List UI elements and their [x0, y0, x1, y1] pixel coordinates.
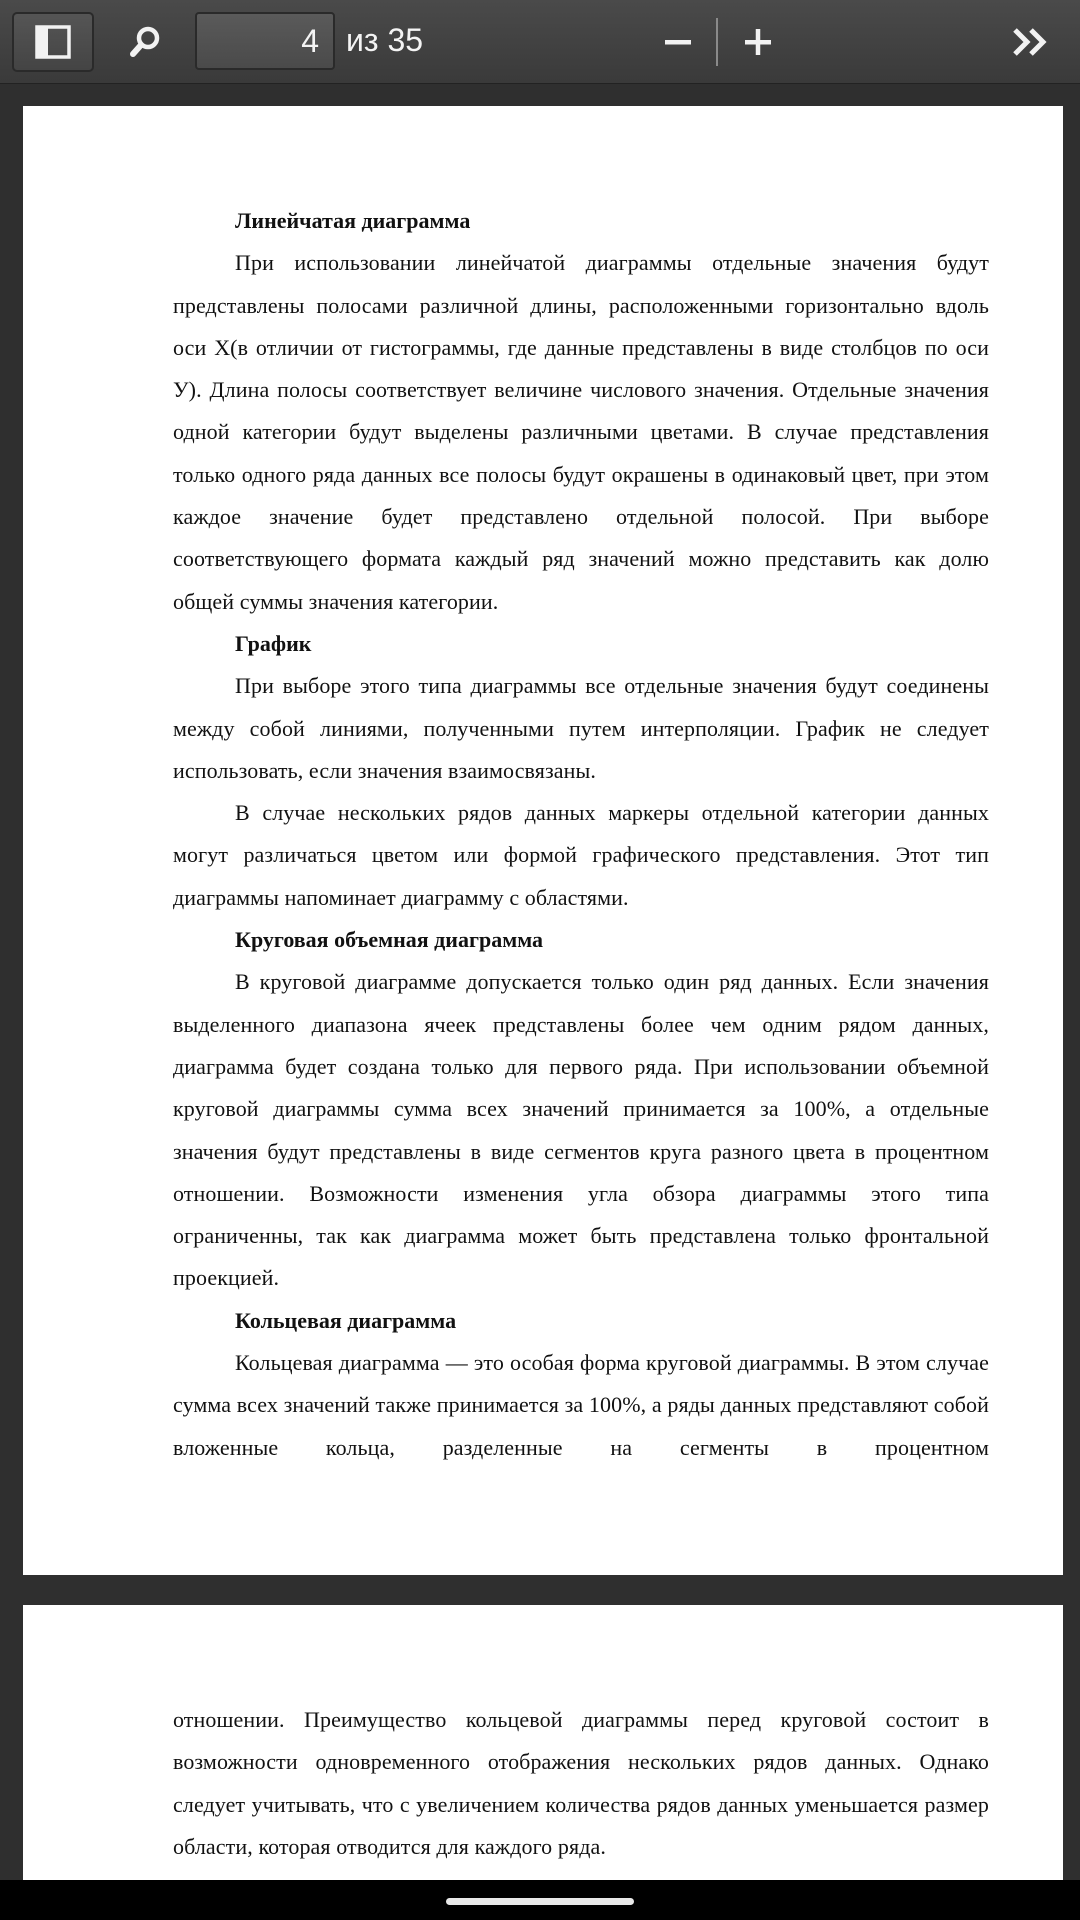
paragraph: При использовании линейчатой диаграммы отдельные значения будут представлены полосами различной длины, расположенными горизонтально вдоль оси X(в отличии от гистограммы, где данные представлены в виде столбцов по оси У). Длина полосы соответствует величине числового значения. Отдельные значения одной категории будут выделены различными цветами. В случае представления только одного ряда данных все полосы будут окрашены в одинаковый цвет, при этом каждое значение будет представлено отдельной полосой. При выборе соответствующего формата каждый ряд значений можно представить как долю общей суммы значения категории.	[173, 250, 989, 614]
paragraph: В круговой диаграмме допускается только один ряд данных. Если значения выделенного диапазона ячеек представлены более чем одним рядом данных, диаграмма будет создана только для первого ряда. При использовании объемной круговой диаграммы сумма всех значений принимается за 100%, а отдельные значения будут представлены в виде сегментов круга разного цвета в процентном отношении. Возможности изменения угла обзора диаграммы этого типа ограниченны, так как диаграмма может быть представлена только фронтальной проекцией.	[173, 969, 989, 1291]
paragraph: Кольцевая диаграмма — это особая форма круговой диаграммы. В этом случае сумма всех значений также принимается за 100%, а ряды данных представляют собой вложенные кольца, разделенные на сегменты в процентном	[173, 1350, 989, 1460]
section-heading: Круговая объемная диаграмма	[235, 927, 544, 953]
zoom-divider	[716, 18, 718, 66]
page-number-input[interactable]: 4	[195, 12, 335, 70]
paragraph: В случае нескольких рядов данных маркеры отдельной категории данных могут различаться цветом или формой графического представления. Этот тип диаграммы напоминает диаграмму с областями.	[173, 800, 989, 910]
paragraph: При выборе этого типа диаграммы все отдельные значения будут соединены между собой линиями, полученными путем интерполяции. График не следует использовать, если значения взаимосвязаны.	[173, 673, 989, 783]
section-heading: График	[235, 630, 312, 656]
document-page	[23, 106, 1063, 1575]
page-text	[173, 1699, 989, 1868]
home-gesture-handle[interactable]	[446, 1898, 634, 1905]
search-button[interactable]	[118, 14, 174, 70]
pdf-toolbar	[0, 0, 1080, 84]
zoom-out-button[interactable]	[650, 14, 706, 70]
more-tools-button[interactable]	[1000, 14, 1060, 70]
search-icon	[128, 24, 164, 60]
double-chevron-right-icon	[1009, 25, 1051, 59]
section-heading: Линейчатая диаграмма	[235, 208, 471, 233]
sidebar-toggle-button[interactable]	[12, 12, 94, 72]
section-heading: Кольцевая диаграмма	[235, 1307, 457, 1333]
page-total-label: из 35	[346, 22, 424, 58]
document-page	[23, 1605, 1063, 1880]
paragraph: отношении. Преимущество кольцевой диаграммы перед круговой состоит в возможности одновременного отображения нескольких рядов данных. Однако следует учитывать, что с увеличением количества рядов данных уменьшается размер области, которая отводится для каждого ряда.	[173, 1707, 989, 1859]
page-text	[173, 200, 989, 1469]
plus-icon	[743, 27, 773, 57]
zoom-in-button[interactable]	[730, 14, 786, 70]
minus-icon	[663, 27, 693, 57]
sidebar-toggle-icon	[35, 25, 71, 59]
